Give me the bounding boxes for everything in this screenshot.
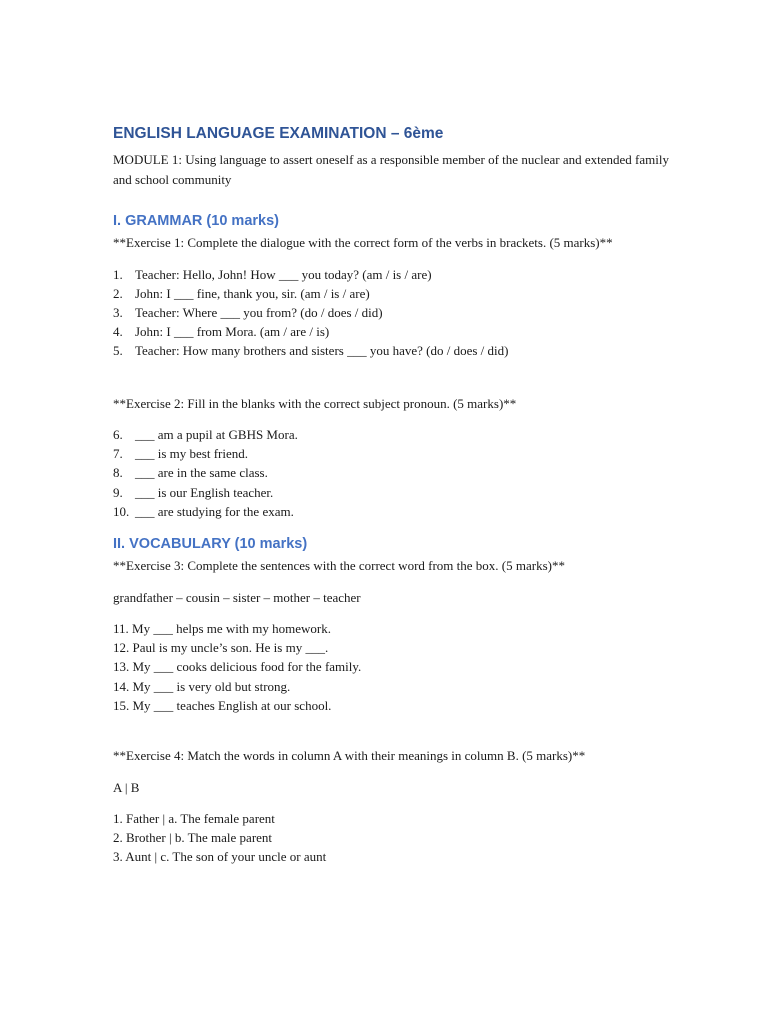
exercise-4-instruction: **Exercise 4: Match the words in column A with their meanings in column B. (5 marks)**: [113, 748, 586, 764]
item-number: 9.: [113, 484, 123, 500]
vocabulary-heading: II. VOCABULARY (10 marks): [113, 536, 308, 553]
item-number: 8.: [113, 465, 123, 481]
exercise-4-list: [113, 809, 673, 867]
list-item: [113, 502, 673, 521]
item-text: John: I ___ from Mora. (am / are / is): [135, 324, 330, 340]
item-text: ___ am a pupil at GBHS Mora.: [135, 427, 298, 443]
list-item: [113, 341, 673, 360]
list-item: 1. Father | a. The female parent: [113, 811, 275, 827]
item-number: 6.: [113, 427, 123, 443]
list-item: [113, 463, 673, 482]
exercise-3-list: [113, 619, 673, 715]
list-item: [113, 444, 673, 463]
item-number: 2.: [113, 285, 123, 301]
exercise-2-list: [113, 425, 673, 521]
word-box: grandfather – cousin – sister – mother – teacher: [113, 589, 361, 605]
list-item: 12. Paul is my uncle’s son. He is my ___.: [113, 640, 329, 656]
exercise-3-instruction: **Exercise 3: Complete the sentences with the correct word from the box. (5 marks)**: [113, 558, 565, 574]
item-text: John: I ___ fine, thank you, sir. (am / is / are): [135, 285, 370, 301]
list-item: [113, 425, 673, 444]
list-item: [113, 284, 673, 303]
list-item: 13. My ___ cooks delicious food for the family.: [113, 659, 362, 675]
grammar-heading: I. GRAMMAR (10 marks): [113, 213, 279, 229]
item-number: 4.: [113, 324, 123, 340]
item-text: ___ are in the same class.: [135, 465, 268, 481]
exercise-2-instruction: **Exercise 2: Fill in the blanks with the correct subject pronoun. (5 marks)**: [113, 395, 517, 411]
item-text: Teacher: Hello, John! How ___ you today? (am / is / are): [135, 266, 432, 282]
exam-content: [113, 124, 673, 867]
list-item: [113, 483, 673, 502]
exercise-1-list: [113, 265, 673, 361]
item-text: ___ is our English teacher.: [135, 484, 274, 500]
list-item: [113, 265, 673, 284]
item-number: 5.: [113, 343, 123, 359]
item-number: 7.: [113, 446, 123, 462]
list-item: 3. Aunt | c. The son of your uncle or aunt: [113, 849, 327, 865]
item-text: ___ are studying for the exam.: [135, 503, 294, 519]
list-item: [113, 303, 673, 322]
list-item: 14. My ___ is very old but strong.: [113, 678, 291, 694]
item-text: Teacher: How many brothers and sisters ___ you have? (do / does / did): [135, 343, 509, 359]
list-item: 2. Brother | b. The male parent: [113, 830, 273, 846]
column-headers: A | B: [113, 779, 140, 795]
list-item: 15. My ___ teaches English at our school.: [113, 697, 332, 713]
item-text: Teacher: Where ___ you from? (do / does / did): [135, 304, 383, 320]
list-item: 11. My ___ helps me with my homework.: [113, 621, 331, 637]
list-item: [113, 322, 673, 341]
item-number: 1.: [113, 266, 123, 282]
item-number: 3.: [113, 304, 123, 320]
item-text: ___ is my best friend.: [135, 446, 249, 462]
exam-title: ENGLISH LANGUAGE EXAMINATION – 6ème: [113, 125, 444, 142]
exercise-1-instruction: **Exercise 1: Complete the dialogue with the correct form of the verbs in brackets. (5 marks)**: [113, 235, 613, 250]
module-description: MODULE 1: Using language to assert oneself as a responsible member of the nuclear and extended family and school community: [113, 152, 669, 187]
item-number: 10.: [113, 503, 130, 519]
